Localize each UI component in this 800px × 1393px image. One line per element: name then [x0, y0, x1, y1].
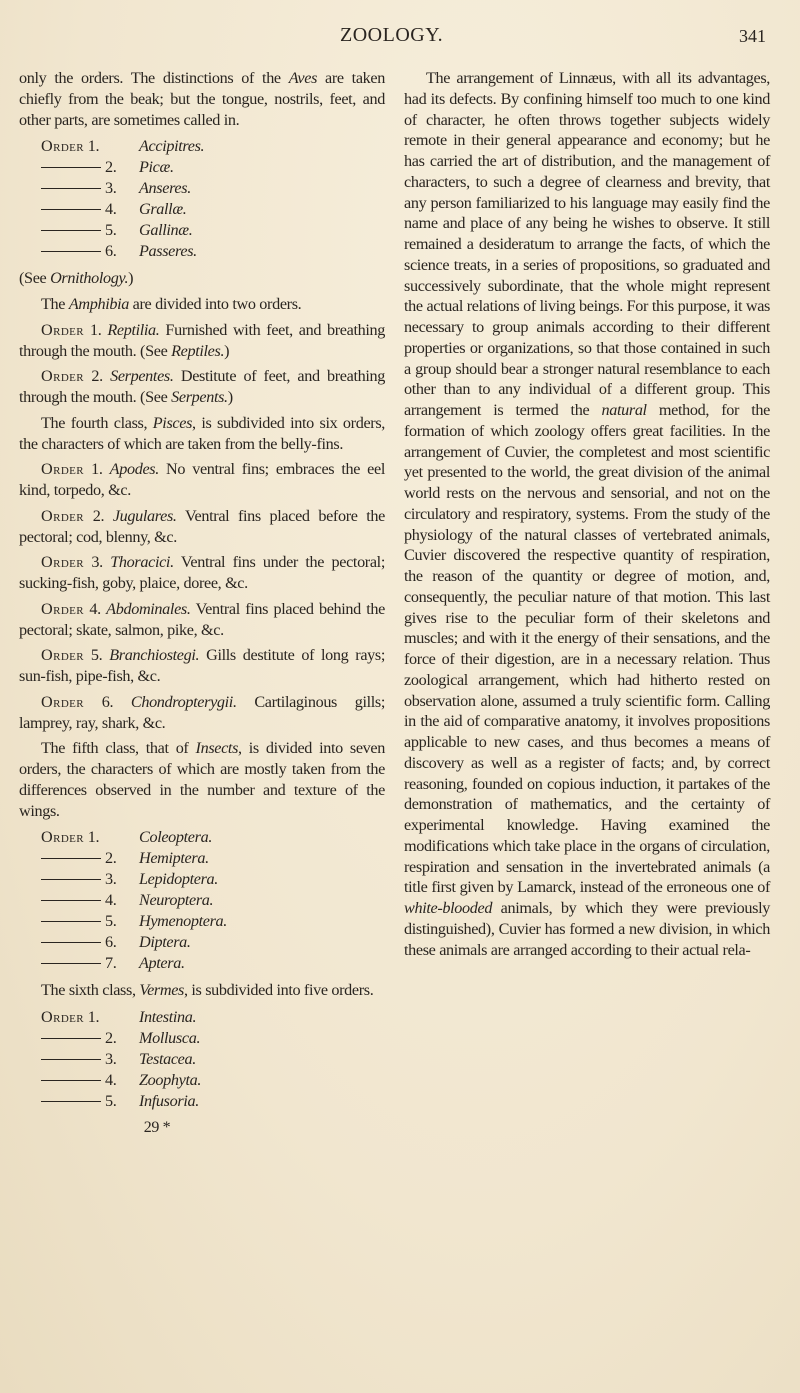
- fish-order: [19, 645, 385, 687]
- italic-term: Pisces: [152, 413, 193, 432]
- order-num: 1.: [87, 137, 100, 156]
- order-description: Ventral fins placed behind the pectoral; skate, salmon, pike, &c.: [19, 599, 385, 639]
- order-num: 5.: [105, 912, 117, 931]
- text: , is divided into seven orders, the characters of which are mostly taken from the differences observed in the number and texture of the wings.: [19, 739, 386, 820]
- order-reptilia: [19, 320, 385, 362]
- order-number: [41, 911, 139, 932]
- order-name: Coleoptera.: [139, 828, 213, 847]
- order-label: Order: [41, 367, 85, 386]
- order-num: 1.: [84, 460, 110, 479]
- order-name: Accipitres.: [139, 137, 205, 156]
- running-title: ZOOLOGY.: [340, 24, 444, 46]
- text: Destitute of feet, and breathing through the mouth. (See: [19, 367, 385, 406]
- order-number: [41, 1070, 139, 1091]
- order-name: Diptera.: [139, 933, 191, 952]
- order-num: 3.: [105, 870, 117, 889]
- fish-order: [19, 506, 385, 548]
- order-label: Order: [41, 599, 85, 618]
- text: are divided into two orders.: [128, 295, 302, 313]
- order-num: 4.: [105, 1071, 117, 1090]
- order-row: [41, 1091, 385, 1112]
- text: The sixth class,: [41, 981, 140, 1000]
- order-num: 2.: [84, 506, 113, 525]
- order-serpentes: [19, 366, 385, 408]
- dash-rule: [41, 900, 101, 901]
- order-num: 6.: [84, 692, 131, 711]
- italic-term: Serpents.: [171, 388, 228, 406]
- italic-term: Reptilia.: [107, 320, 160, 339]
- order-label: Order: [41, 137, 85, 156]
- order-name: Jugulares.: [112, 506, 177, 525]
- order-name: Intestina.: [139, 1008, 197, 1027]
- text: 1.: [84, 320, 108, 339]
- dash-rule: [41, 858, 101, 859]
- order-number: [41, 1007, 139, 1028]
- aves-orders-list: [41, 136, 385, 262]
- order-row: [41, 1049, 385, 1070]
- paragraph-aves: [19, 68, 385, 130]
- order-number: [41, 241, 139, 262]
- order-num: 2.: [105, 1029, 117, 1048]
- dash-rule: [41, 879, 101, 880]
- text: The arrangement of Linnæus, with all its advantages, had its defects. By confining himself too much to one kind of character, he often throws together subjects widely remote in their general appearance and economy; but he has carried the art of distribution, and the management of characters, to such a degree of clearness and brevity, that any person familiarized to his language may easily find the name and place of any being he wishes to observe. It still remained a desideratum to arrange the facts, of which the science treats, in a series of propositions, so graduated and successively subordinate, that the whole might represent the actual relations of living beings. For this purpose, it was necessary to group animals according to their different properties or organizations, so that those contained in such a group should bear a stronger natural resemblance to each other than to any individual of a different group. This arrangement is termed the: [404, 69, 770, 419]
- order-name: Passeres.: [139, 242, 197, 261]
- order-row: [41, 911, 385, 932]
- text: 2.: [84, 367, 111, 386]
- text: ): [227, 388, 233, 406]
- order-num: 3.: [105, 1050, 117, 1069]
- order-description: Gills destitute of long rays; sun-fish, pipe-fish, &c.: [19, 646, 385, 685]
- paragraph-vermes: [19, 980, 385, 1001]
- order-name: Branchiostegi.: [109, 646, 200, 665]
- order-row: [41, 241, 385, 262]
- text: ): [128, 269, 134, 288]
- text: ): [224, 341, 230, 360]
- order-num: 1.: [87, 828, 100, 847]
- order-number: [41, 199, 139, 220]
- paragraph-pisces: [19, 413, 385, 455]
- order-row: [41, 220, 385, 241]
- italic-term: Amphibia: [68, 295, 129, 313]
- page-header: [0, 24, 800, 50]
- fish-order: [19, 692, 385, 734]
- order-name: Grallæ.: [139, 200, 187, 219]
- order-num: 1.: [87, 1008, 100, 1027]
- dash-rule: [41, 1080, 101, 1081]
- order-label: Order: [41, 553, 85, 572]
- order-description: No ventral fins; embraces the eel kind, torpedo, &c.: [19, 460, 385, 499]
- dash-rule: [41, 251, 101, 252]
- text: animals, by which they were previously distinguished), Cuvier has formed a new division, in which these animals are arranged according to their actual rela-: [404, 899, 770, 959]
- dash-rule: [41, 1101, 101, 1102]
- order-num: 3.: [105, 179, 117, 198]
- fish-orders: [19, 459, 385, 733]
- order-num: 5.: [84, 646, 110, 665]
- order-num: 5.: [105, 221, 117, 240]
- order-label: Order: [41, 1008, 85, 1027]
- dash-rule: [41, 167, 101, 168]
- order-label: Order: [41, 506, 85, 525]
- order-num: 6.: [105, 933, 117, 952]
- order-number: [41, 178, 139, 199]
- text: only the orders. The distinctions of the: [19, 69, 289, 87]
- order-row: [41, 848, 385, 869]
- italic-term: white-blooded: [404, 899, 493, 917]
- order-number: [41, 848, 139, 869]
- order-number: [41, 890, 139, 911]
- order-number: [41, 1049, 139, 1070]
- page-number: 341: [739, 26, 766, 46]
- order-name: Testacea.: [139, 1050, 196, 1069]
- order-name: Picæ.: [139, 158, 174, 177]
- order-row: [41, 932, 385, 953]
- order-name: Gallinæ.: [139, 221, 193, 240]
- order-row: [41, 827, 385, 848]
- order-row: [41, 890, 385, 911]
- order-row: [41, 199, 385, 220]
- order-num: 3.: [84, 553, 111, 572]
- order-num: 5.: [105, 1092, 117, 1111]
- order-name: Zoophyta.: [139, 1071, 202, 1090]
- order-number: [41, 1028, 139, 1049]
- order-num: 4.: [105, 891, 117, 910]
- text: method, for the formation of which zoology offers great facilities. In the arrangement of Cuvier, the completest and most scientific yet presented to the world, the great division of the animal world rests on the nervous and sensorial, and not on the circulatory and respiratory, systems. From the study of the physiology of the natural classes of vertebrated animals, Cuvier discovered the respective quantity of respiration, the reason of the quantity or degree of motion, and, consequently, the peculiar nature of that motion. This last gives rise to the peculiar form of their skeletons and muscles; and with it the energy of their sensations, and the force of their digestion, are in a necessary relation. Thus zoological arrangement, which had hitherto rested on observation alone, assumed a truly scientific form. Calling in the aid of comparative anatomy, it involves propositions applicable to new cases, and thus becomes a means of discovery as well as a register of facts; and, by correct reasoning, founded on copious induction, it partakes of the demonstration of mathematics, and the certainty of experimental knowledge. Having examined the modifications which take place in the organs of circulation, respiration and sensation in the invertebrated animals (a title first given by Lamarck, instead of the erroneous one of: [404, 401, 770, 897]
- order-description: Ventral fins placed before the pectoral; cod, blenny, &c.: [19, 506, 385, 546]
- order-name: Infusoria.: [139, 1092, 199, 1111]
- order-name: Hemiptera.: [139, 849, 209, 868]
- text: Furnished with feet, and breathing through the mouth. (See: [19, 320, 385, 360]
- fish-order: [19, 552, 385, 594]
- dash-rule: [41, 230, 101, 231]
- dash-rule: [41, 1038, 101, 1039]
- left-column: [19, 68, 385, 1139]
- order-number: [41, 869, 139, 890]
- order-row: [41, 1070, 385, 1091]
- fish-order: [19, 599, 385, 641]
- text: are taken chiefly from the beak; but the tongue, nostrils, feet, and other parts, are sometimes called in.: [19, 69, 385, 129]
- order-row: [41, 1028, 385, 1049]
- text: The fifth class, that of: [41, 739, 196, 758]
- order-label: Order: [41, 692, 85, 711]
- italic-term: Aves: [288, 69, 318, 87]
- order-num: 2.: [105, 158, 117, 177]
- paragraph-amphibia: [19, 294, 385, 315]
- order-label: Order: [41, 646, 85, 665]
- order-label: Order: [41, 320, 85, 339]
- order-description: Ventral fins under the pectoral; sucking-fish, goby, plaice, doree, &c.: [19, 553, 385, 592]
- dash-rule: [41, 942, 101, 943]
- dash-rule: [41, 921, 101, 922]
- order-name: Hymenoptera.: [139, 912, 227, 931]
- text: The fourth class,: [41, 413, 153, 432]
- insect-orders-list: [41, 827, 385, 974]
- order-name: Neuroptera.: [139, 891, 214, 910]
- text: , is subdivided into six orders, the characters of which are taken from the belly-fins.: [19, 413, 385, 453]
- order-name: Thoracici.: [110, 553, 174, 572]
- fish-order: [19, 459, 385, 501]
- order-name: Chondropterygii.: [130, 692, 237, 711]
- see-ornithology: [19, 268, 385, 289]
- order-name: Apodes.: [109, 460, 159, 479]
- dash-rule: [41, 209, 101, 210]
- italic-term: natural: [601, 401, 647, 419]
- order-name: Lepidoptera.: [139, 870, 218, 889]
- order-num: 4.: [105, 200, 117, 219]
- paragraph-classification: [404, 68, 770, 960]
- order-row: [41, 136, 385, 157]
- order-row: [41, 1007, 385, 1028]
- italic-term: Serpentes.: [110, 367, 174, 386]
- order-number: [41, 932, 139, 953]
- order-name: Anseres.: [139, 179, 191, 198]
- vermes-orders-list: [41, 1007, 385, 1112]
- order-row: [41, 178, 385, 199]
- order-num: 6.: [105, 242, 117, 261]
- signature-mark: 29 *: [143, 1119, 171, 1136]
- order-number: [41, 1091, 139, 1112]
- order-number: [41, 157, 139, 178]
- dash-rule: [41, 188, 101, 189]
- order-row: [41, 157, 385, 178]
- paragraph-insects: [19, 738, 385, 821]
- italic-term: Insects: [195, 739, 239, 758]
- text: (See: [19, 269, 51, 288]
- italic-term: Ornithology.: [50, 269, 129, 288]
- order-name: Aptera.: [139, 954, 185, 973]
- order-number: [41, 827, 139, 848]
- order-label: Order: [41, 828, 85, 847]
- order-description: Cartilaginous gills; lamprey, ray, shark, &c.: [19, 692, 385, 732]
- order-number: [41, 220, 139, 241]
- order-row: [41, 953, 385, 974]
- order-label: Order: [41, 460, 85, 479]
- order-row: [41, 869, 385, 890]
- order-num: 4.: [84, 599, 107, 618]
- dash-rule: [41, 1059, 101, 1060]
- order-number: [41, 953, 139, 974]
- italic-term: Reptiles.: [171, 341, 225, 360]
- order-num: 2.: [105, 849, 117, 868]
- text: The: [41, 295, 69, 313]
- order-number: [41, 136, 139, 157]
- italic-term: Vermes: [139, 981, 185, 1000]
- order-name: Abdominales.: [106, 599, 191, 618]
- dash-rule: [41, 963, 101, 964]
- text: , is subdivided into five orders.: [184, 981, 374, 1000]
- order-num: 7.: [105, 954, 117, 973]
- order-name: Mollusca.: [139, 1029, 201, 1048]
- right-column: [404, 68, 770, 965]
